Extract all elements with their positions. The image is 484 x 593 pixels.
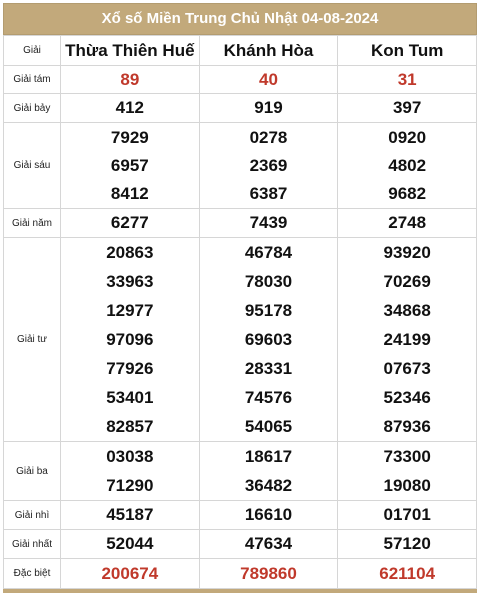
prize-cell: [338, 559, 477, 589]
province-header[interactable]: Kon Tum: [338, 36, 477, 66]
winning-number: 46784: [244, 243, 293, 262]
special-prize-number: 621104: [379, 563, 436, 583]
prize-cell: [61, 501, 200, 530]
prize-row: [4, 94, 477, 123]
winning-number: 12977: [106, 301, 154, 320]
winning-number: 19080: [383, 476, 431, 495]
winning-number: 7439: [249, 213, 288, 232]
winning-number: 397: [392, 98, 422, 117]
prize-cell: [338, 94, 477, 123]
winning-number: 71290: [106, 476, 154, 495]
winning-number: 412: [115, 98, 145, 117]
prize-cell: [199, 530, 338, 559]
winning-number: 7929: [110, 127, 149, 147]
winning-number: 93920: [383, 243, 431, 262]
winning-number: 8412: [110, 183, 149, 203]
province-header[interactable]: Thừa Thiên Huế: [61, 36, 200, 66]
prize-label: Giải ba: [4, 442, 61, 501]
prize-column-header: Giải: [4, 36, 61, 66]
prize-cell: [338, 501, 477, 530]
winning-number: 74576: [244, 388, 293, 407]
winning-number: 24199: [383, 330, 431, 349]
winning-number: 77926: [106, 359, 154, 378]
winning-number: 89: [120, 69, 140, 89]
prize-cell: [61, 94, 200, 123]
winning-number: 9682: [388, 183, 427, 203]
winning-number: 6957: [110, 155, 149, 175]
prize-label: Đặc biệt: [4, 559, 61, 589]
prize-label: Giải nhất: [4, 530, 61, 559]
prize-cell: [338, 66, 477, 94]
prize-row: [4, 442, 477, 501]
prize-label: Giải tư: [4, 238, 61, 442]
winning-number: 03038: [106, 447, 154, 466]
prize-row: [4, 530, 477, 559]
winning-number: 28331: [244, 359, 293, 378]
prize-cell: [199, 123, 338, 209]
prize-cell: [61, 66, 200, 94]
winning-number: 6387: [249, 183, 288, 203]
province-header[interactable]: Khánh Hòa: [199, 36, 338, 66]
prize-cell: [61, 559, 200, 589]
lottery-results-panel: [3, 3, 477, 593]
prize-label: Giải tám: [4, 66, 61, 94]
winning-number: 97096: [106, 330, 154, 349]
winning-number: 07673: [383, 359, 431, 378]
winning-number: 33963: [106, 272, 154, 291]
winning-number: 2369: [249, 155, 288, 175]
winning-number: 36482: [244, 476, 293, 495]
prize-cell: [61, 123, 200, 209]
prize-cell: [338, 123, 477, 209]
prize-cell: [61, 530, 200, 559]
winning-number: 919: [254, 98, 283, 117]
prize-cell: [199, 66, 338, 94]
winning-number: 16610: [244, 505, 293, 524]
winning-number: 78030: [244, 272, 293, 291]
prize-cell: [199, 94, 338, 123]
prize-label: Giải bảy: [4, 94, 61, 123]
winning-number: 45187: [106, 505, 154, 524]
prize-cell: [61, 238, 200, 442]
winning-number: 70269: [383, 272, 431, 291]
prize-cell: [338, 209, 477, 238]
prize-row: [4, 123, 477, 209]
winning-number: 0278: [249, 127, 288, 147]
winning-number: 0920: [388, 127, 427, 147]
winning-number: 73300: [383, 447, 431, 466]
winning-number: 57120: [383, 534, 431, 553]
winning-number: 4802: [388, 155, 427, 175]
prize-row: [4, 501, 477, 530]
special-prize-number: 789860: [240, 563, 297, 583]
winning-number: 95178: [244, 301, 293, 320]
winning-number: 18617: [244, 447, 293, 466]
winning-number: 69603: [244, 330, 293, 349]
winning-number: 47634: [244, 534, 293, 553]
special-prize-number: 200674: [101, 563, 159, 583]
prize-cell: [61, 209, 200, 238]
bottom-bar: [3, 589, 477, 593]
prize-label: Giải nhì: [4, 501, 61, 530]
prize-cell: [199, 501, 338, 530]
winning-number: 01701: [383, 505, 431, 524]
prize-cell: [338, 442, 477, 501]
results-title: Xổ số Miền Trung Chủ Nhật 04-08-2024: [3, 3, 477, 35]
prize-row: [4, 559, 477, 589]
winning-number: 82857: [106, 417, 154, 436]
winning-number: 53401: [106, 388, 154, 407]
winning-number: 34868: [383, 301, 431, 320]
winning-number: 52044: [106, 534, 154, 553]
results-table: [3, 35, 477, 589]
winning-number: 31: [397, 69, 417, 89]
prize-row: [4, 66, 477, 94]
winning-number: 87936: [383, 417, 431, 436]
winning-number: 20863: [106, 243, 154, 262]
prize-cell: [199, 442, 338, 501]
winning-number: 52346: [383, 388, 431, 407]
winning-number: 40: [259, 69, 278, 89]
prize-label: Giải sáu: [4, 123, 61, 209]
winning-number: 2748: [388, 213, 427, 232]
prize-cell: [199, 238, 338, 442]
prize-row: [4, 238, 477, 442]
prize-row: [4, 209, 477, 238]
prize-rows: [4, 66, 477, 589]
prize-cell: [61, 442, 200, 501]
prize-cell: [199, 559, 338, 589]
winning-number: 6277: [110, 213, 149, 232]
province-header-row: [4, 36, 477, 66]
winning-number: 54065: [244, 417, 293, 436]
prize-cell: [338, 238, 477, 442]
prize-cell: [199, 209, 338, 238]
prize-label: Giải năm: [4, 209, 61, 238]
prize-cell: [338, 530, 477, 559]
